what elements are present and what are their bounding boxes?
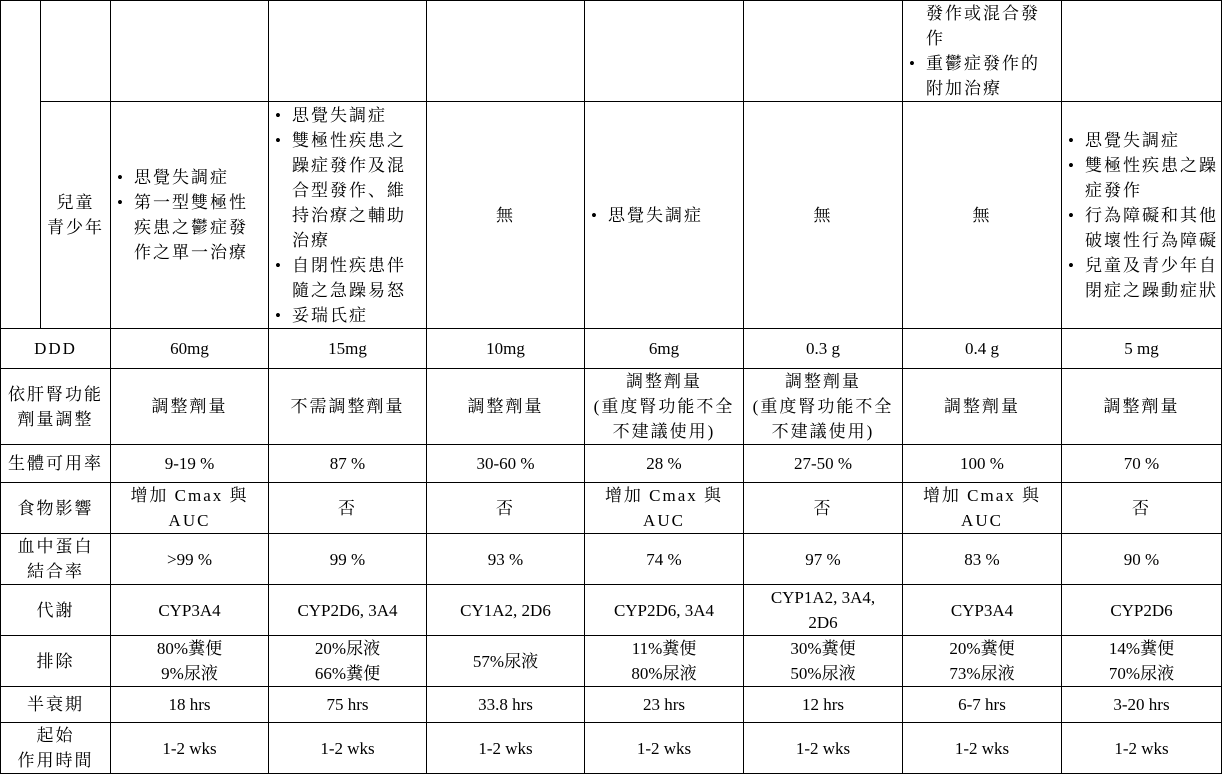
value-cell: 11%糞便 80%尿液 [585,636,744,687]
value-cell: 增加 Cmax 與 AUC [903,483,1062,534]
row-label: 代謝 [1,585,111,636]
value-cell: 否 [744,483,903,534]
value-cell: 33.8 hrs [427,687,585,723]
value-cell: 1-2 wks [744,723,903,774]
row-label: 生體可用率 [1,445,111,483]
row-label: 依肝腎功能 劑量調整 [1,369,111,445]
indication-list [114,165,265,265]
value-cell: 1-2 wks [1062,723,1222,774]
cell-empty [269,1,427,102]
value-cell: 70 % [1062,445,1222,483]
value-cell: 否 [269,483,427,534]
value-cell: CYP2D6 [1062,585,1222,636]
value-cell: 20%糞便 73%尿液 [903,636,1062,687]
row-label: 起始 作用時間 [1,723,111,774]
indication-fragment: 發作或混合發作 [926,4,1040,48]
value-cell: 9-19 % [111,445,269,483]
empty-label-cell [41,1,111,102]
indication-peds-row [1,102,1222,329]
value-cell: 87 % [269,445,427,483]
peds-col2 [111,102,269,329]
indication-item: • 重鬱症發作的附加治療 [906,51,1058,101]
peds-col8 [1062,102,1222,329]
property-row [1,636,1222,687]
peds-col3 [269,102,427,329]
peds-col5 [585,102,744,329]
indication-item: • 思覺失調症 [1065,128,1218,153]
indication-item: • 雙極性疾患之躁症發作及混合型發作、維持治療之輔助治療 [272,128,423,253]
value-cell: 0.4 g [903,329,1062,369]
indication-item: • 思覺失調症 [588,203,740,228]
peds-col6: 無 [744,102,903,329]
property-row [1,534,1222,585]
value-cell: 調整劑量 [427,369,585,445]
value-cell: CYP2D6, 3A4 [585,585,744,636]
property-row [1,723,1222,774]
value-cell: 12 hrs [744,687,903,723]
value-cell: 27-50 % [744,445,903,483]
value-cell: 不需調整劑量 [269,369,427,445]
value-cell: 30%糞便 50%尿液 [744,636,903,687]
value-cell: 15mg [269,329,427,369]
indication-item: • 妥瑞氏症 [272,303,423,328]
value-cell: 6-7 hrs [903,687,1062,723]
indication-list [1065,128,1218,303]
peds-col7: 無 [903,102,1062,329]
property-row [1,687,1222,723]
value-cell: 57%尿液 [427,636,585,687]
value-cell: 99 % [269,534,427,585]
indication-item: • 雙極性疾患之躁症發作 [1065,153,1218,203]
cell-empty [744,1,903,102]
cell-empty [111,1,269,102]
value-cell: 6mg [585,329,744,369]
value-cell: 0.3 g [744,329,903,369]
value-cell: CYP1A2, 3A4, 2D6 [744,585,903,636]
row-label: 半衰期 [1,687,111,723]
peds-label: 兒童 青少年 [41,102,111,329]
value-cell: 1-2 wks [903,723,1062,774]
row-label: 血中蛋白 結合率 [1,534,111,585]
value-cell: 1-2 wks [269,723,427,774]
indication-group-cell [1,1,41,329]
property-row [1,329,1222,369]
indication-list [588,203,740,228]
indication-item: • 思覺失調症 [114,165,265,190]
indication-item: • 兒童及青少年自閉症之躁動症狀 [1065,253,1218,303]
row-label: DDD [1,329,111,369]
value-cell: 93 % [427,534,585,585]
value-cell: 增加 Cmax 與 AUC [585,483,744,534]
value-cell: 調整劑量 (重度腎功能不全 不建議使用) [744,369,903,445]
value-cell: 90 % [1062,534,1222,585]
indication-item: • 第一型雙極性疾患之鬱症發作之單一治療 [114,190,265,265]
cell-empty [585,1,744,102]
value-cell: 20%尿液 66%糞便 [269,636,427,687]
indication-item: • 自閉性疾患伴隨之急躁易怒 [272,253,423,303]
value-cell: 否 [427,483,585,534]
value-cell: 1-2 wks [585,723,744,774]
value-cell: 增加 Cmax 與 AUC [111,483,269,534]
value-cell: 83 % [903,534,1062,585]
value-cell: 75 hrs [269,687,427,723]
value-cell: 3-20 hrs [1062,687,1222,723]
property-row [1,445,1222,483]
value-cell: 18 hrs [111,687,269,723]
property-row [1,369,1222,445]
value-cell: CYP3A4 [111,585,269,636]
indication-item: • 思覺失調症 [272,103,423,128]
value-cell: 否 [1062,483,1222,534]
value-cell: 調整劑量 [1062,369,1222,445]
property-row [1,585,1222,636]
peds-col4: 無 [427,102,585,329]
value-cell: 60mg [111,329,269,369]
value-cell: 14%糞便 70%尿液 [1062,636,1222,687]
value-cell: 30-60 % [427,445,585,483]
value-cell: 97 % [744,534,903,585]
indication-list [272,103,423,328]
property-row [1,483,1222,534]
indication-item: • 行為障礙和其他破壞性行為障礙 [1065,203,1218,253]
cell-empty [427,1,585,102]
value-cell: 80%糞便 9%尿液 [111,636,269,687]
indication-adult-row-tail [1,1,1222,102]
row-label: 食物影響 [1,483,111,534]
value-cell: 5 mg [1062,329,1222,369]
row-label: 排除 [1,636,111,687]
value-cell: CYP3A4 [903,585,1062,636]
value-cell: CY1A2, 2D6 [427,585,585,636]
indication-list [906,51,1058,101]
value-cell: >99 % [111,534,269,585]
value-cell: 100 % [903,445,1062,483]
value-cell: 28 % [585,445,744,483]
value-cell: CYP2D6, 3A4 [269,585,427,636]
value-cell: 1-2 wks [427,723,585,774]
value-cell: 調整劑量 [903,369,1062,445]
value-cell: 調整劑量 (重度腎功能不全 不建議使用) [585,369,744,445]
cell-empty [1062,1,1222,102]
value-cell: 1-2 wks [111,723,269,774]
value-cell: 10mg [427,329,585,369]
value-cell: 74 % [585,534,744,585]
value-cell: 調整劑量 [111,369,269,445]
value-cell: 23 hrs [585,687,744,723]
indication-adult-col7 [903,1,1062,102]
